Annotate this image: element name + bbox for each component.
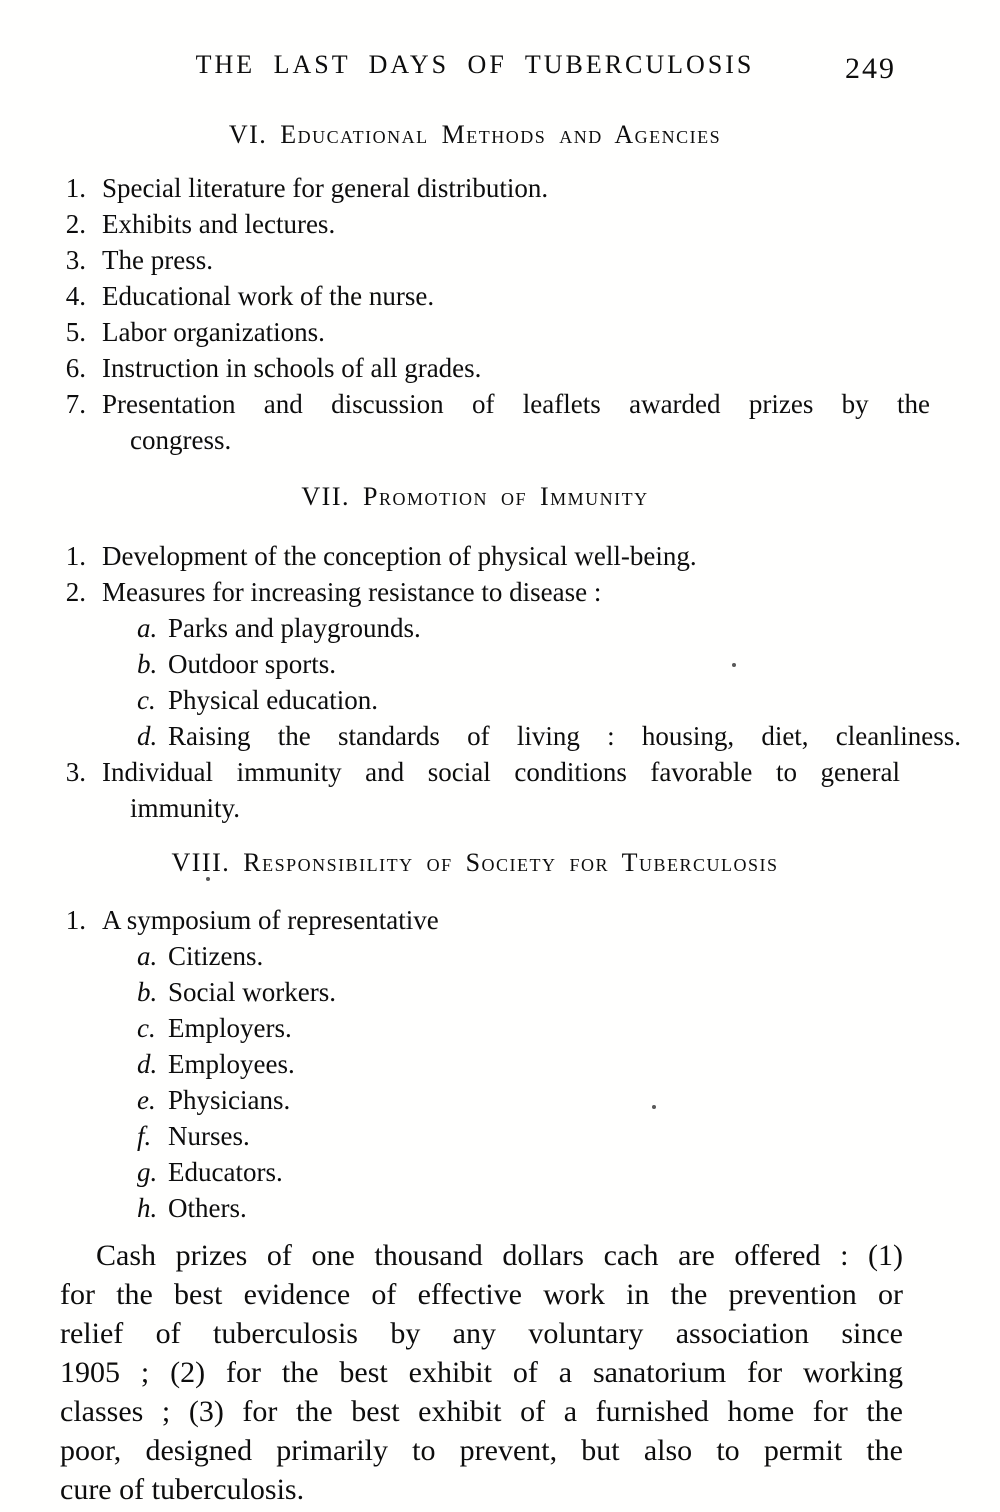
paragraph-line: for the best evidence of effective work in the prevention or <box>60 1278 903 1311</box>
item-letter: g. <box>137 1157 158 1187</box>
item-text: Instruction in schools of all grades. <box>102 353 482 383</box>
item-text: Labor organizations. <box>102 317 325 347</box>
list-subitem <box>137 974 1000 1010</box>
item-text: Social workers. <box>168 977 336 1007</box>
list-item <box>0 278 1000 314</box>
list-item <box>0 902 1000 938</box>
item-text: The press. <box>102 245 213 275</box>
list-item <box>0 170 1000 206</box>
item-letter: h. <box>137 1193 158 1223</box>
item-text: Raising the standards of living : housing, diet, cleanliness. <box>168 721 961 751</box>
item-number: 4. <box>65 281 86 311</box>
list-item <box>0 538 1000 574</box>
item-number: 6. <box>65 353 86 383</box>
item-text-continuation: immunity. <box>130 793 241 823</box>
scan-speck <box>652 1105 656 1109</box>
item-number: 2. <box>65 209 86 239</box>
item-text: Nurses. <box>168 1121 250 1151</box>
item-number: 7. <box>65 389 86 419</box>
item-text: Parks and playgrounds. <box>168 613 421 643</box>
paragraph-line: 1905 ; (2) for the best exhibit of a sanatorium for working <box>60 1356 903 1389</box>
item-letter: b. <box>137 977 158 1007</box>
paragraph-line: poor, designed primarily to prevent, but also to permit the <box>60 1434 903 1467</box>
item-text: Educational work of the nurse. <box>102 281 435 311</box>
item-text-continuation: congress. <box>130 425 232 455</box>
item-letter: a. <box>137 941 158 971</box>
item-text-line: Individual immunity and social conditions favorable to general <box>102 757 900 787</box>
item-text: Special literature for general distribution. <box>102 173 549 203</box>
paragraph-line: relief of tuberculosis by any voluntary association since <box>60 1317 903 1350</box>
item-number: 1. <box>65 905 86 935</box>
section-heading-vii: VII. Promotion of Immunity <box>301 482 649 511</box>
item-letter: d. <box>137 1049 158 1079</box>
list-subitem <box>137 610 1000 646</box>
item-letter: b. <box>137 649 158 679</box>
item-letter: e. <box>137 1085 156 1115</box>
list-item <box>0 242 1000 278</box>
item-number: 3. <box>65 757 86 787</box>
paragraph-line: classes ; (3) for the best exhibit of a furnished home for the <box>60 1395 903 1428</box>
running-head-title: THE LAST DAYS OF TUBERCULOSIS <box>195 50 755 79</box>
closing-paragraph <box>60 1236 903 1509</box>
item-text <box>102 386 930 458</box>
list-subitem <box>137 1190 1000 1226</box>
list-subitem <box>137 938 1000 974</box>
item-text: Outdoor sports. <box>168 649 336 679</box>
item-text: Employers. <box>168 1013 292 1043</box>
list-subitem <box>137 1010 1000 1046</box>
list-subitem <box>137 646 1000 682</box>
page-number: 249 <box>845 52 896 85</box>
list-item <box>0 314 1000 350</box>
section-heading-vi: VI. Educational Methods and Agencies <box>228 120 722 149</box>
item-letter: f. <box>137 1121 152 1151</box>
item-letter: d. <box>137 721 158 751</box>
paragraph-line: cure of tuberculosis. <box>60 1473 305 1506</box>
item-number: 1. <box>65 173 86 203</box>
item-text: Others. <box>168 1193 247 1223</box>
section-list-vii <box>0 538 1000 826</box>
item-number: 2. <box>65 577 86 607</box>
list-subitem <box>137 1046 1000 1082</box>
list-item <box>0 350 1000 386</box>
item-letter: c. <box>137 1013 156 1043</box>
item-text: A symposium of representative <box>102 905 439 935</box>
item-number: 1. <box>65 541 86 571</box>
item-text <box>102 754 900 826</box>
section-list-viii <box>0 902 1000 1226</box>
scan-speck <box>732 663 736 667</box>
list-subitem <box>137 1082 1000 1118</box>
item-letter: c. <box>137 685 156 715</box>
section-heading-viii: VIII. Responsibility of Society for Tuberculosis <box>171 848 779 877</box>
list-subitem <box>137 1154 1000 1190</box>
item-text: Physicians. <box>168 1085 291 1115</box>
section-list-vi <box>0 170 1000 458</box>
item-text: Educators. <box>168 1157 283 1187</box>
item-text: Development of the conception of physical well-being. <box>102 541 697 571</box>
list-item <box>0 386 1000 458</box>
item-number: 5. <box>65 317 86 347</box>
scan-speck <box>206 877 210 881</box>
item-text-line: Presentation and discussion of leaflets awarded prizes by the <box>102 389 930 419</box>
item-text: Exhibits and lectures. <box>102 209 336 239</box>
paragraph-line: Cash prizes of one thousand dollars cach are offered : (1) <box>96 1239 903 1272</box>
item-text: Physical education. <box>168 685 378 715</box>
item-text: Measures for increasing resistance to disease : <box>102 577 602 607</box>
item-text: Employees. <box>168 1049 295 1079</box>
list-item <box>0 206 1000 242</box>
item-text: Citizens. <box>168 941 264 971</box>
list-subitem <box>137 718 1000 754</box>
item-letter: a. <box>137 613 158 643</box>
list-subitem <box>137 1118 1000 1154</box>
list-item <box>0 754 1000 826</box>
list-item <box>0 574 1000 610</box>
list-subitem <box>137 682 1000 718</box>
item-number: 3. <box>65 245 86 275</box>
